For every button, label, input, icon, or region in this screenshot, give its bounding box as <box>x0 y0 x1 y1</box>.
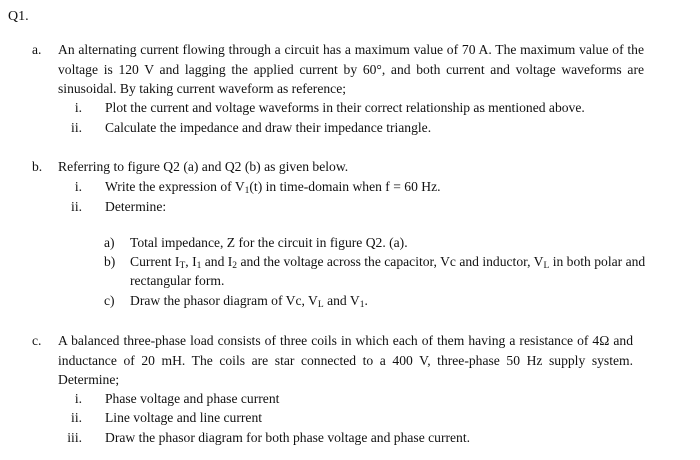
determine-c-label: c) <box>104 293 115 308</box>
part-c-item-iii-number: iii. <box>67 430 82 445</box>
part-c-item-iii-text: Draw the phasor diagram for both phase voltage and phase current. <box>105 430 471 445</box>
part-c-label: c. <box>32 333 42 348</box>
part-a-item-i-number: i. <box>74 100 82 115</box>
part-c-item-ii-number: ii. <box>71 410 82 425</box>
part-b-intro: Referring to figure Q2 (a) and Q2 (b) as given below. <box>58 159 349 174</box>
part-a-item-ii-text: Calculate the impedance and draw their impedance triangle. <box>105 120 432 135</box>
part-a-label: a. <box>32 42 42 57</box>
part-c-item-ii-text: Line voltage and line current <box>105 410 263 425</box>
determine-b-label: b) <box>104 254 116 269</box>
determine-b-text: Current $I_T$, $I_1$ and $I_2$ and the voltage across the capacitor, Vc and inductor, $V_L$ in both polar and rectangular form. <box>130 254 646 288</box>
question-number: Q1. <box>8 9 29 24</box>
part-c-item-i-number: i. <box>74 391 82 406</box>
part-b-item-ii-text: Determine: <box>105 199 167 214</box>
part-c-paragraph: A balanced three-phase load consists of three coils in which each of them having a resistance of 4Ω and inductance of 20 mH. The coils are star connected to a 400 V, three-phase 50 Hz supply system. Determine; <box>58 333 633 387</box>
part-b-label: b. <box>32 159 43 174</box>
determine-a-text: Total impedance, Z for the circuit in figure Q2. (a). <box>130 235 408 250</box>
part-b-item-ii-number: ii. <box>71 199 82 214</box>
determine-c-text: Draw the phasor diagram of Vc, $V_L$ and $V_1$. <box>130 293 368 310</box>
part-a-item-i-text: Plot the current and voltage waveforms in their correct relationship as mentioned above. <box>105 100 585 115</box>
determine-a-label: a) <box>104 235 115 250</box>
part-a-item-ii-number: ii. <box>71 120 82 135</box>
part-b-item-i-text: Write the expression of $V_1(t)$ in time-domain when f = 60 Hz. <box>105 179 441 196</box>
part-c-item-i-text: Phase voltage and phase current <box>105 391 280 406</box>
part-b-item-i-number: i. <box>74 179 82 194</box>
part-a-paragraph: An alternating current flowing through a circuit has a maximum value of 70 A. The maximum value of the voltage is 120 V and lagging the applied current by 60°, and both current and voltage waveforms are sinusoidal. By taking current waveform as reference; <box>58 42 644 96</box>
